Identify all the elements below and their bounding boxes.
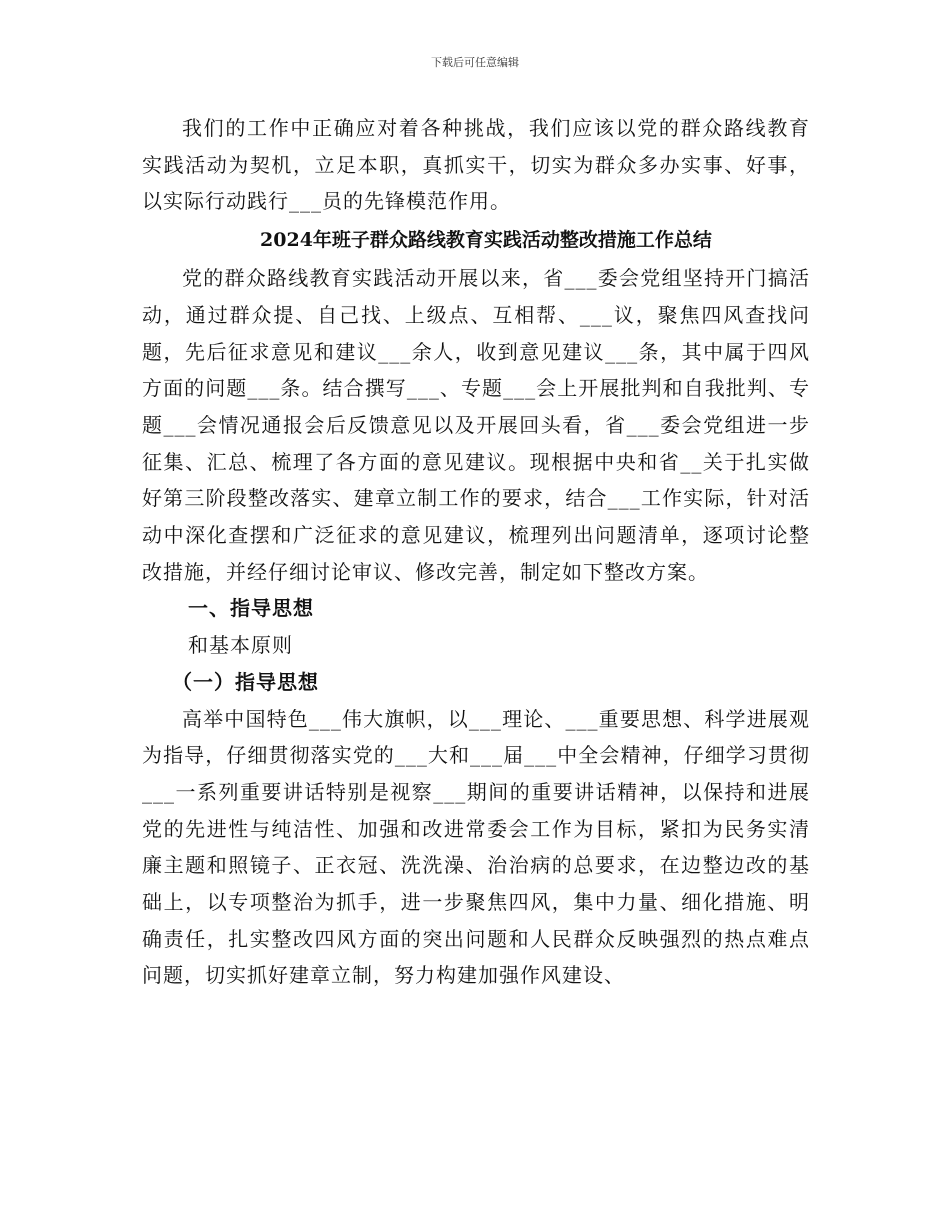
section-paragraph: 高举中国特色___伟大旗帜，以___理论、___重要思想、科学进展观为指导，仔细贯彻落实党的___大和___届___中全会精神，仔细学习贯彻___一系列重要讲话特别是视察___期间的重要讲话精神，以保持和进展党的先进性与纯洁性、加强和改进常委会工作为目标，紧扣为民务实清廉主题和照镜子、正衣冠、洗洗澡、治治病的总要求，在边整边改的基础上，以专项整治为抓手，进一步聚焦四风，集中力量、细化措施、明确责任，扎实整改四风方面的突出问题和人民群众反映强烈的热点难点问题，切实抓好建章立制，努力构建加强作风建设、	[142, 706, 810, 988]
page-header: 下载后可任意编辑	[431, 56, 519, 69]
section-subline: 和基本原则	[188, 633, 293, 658]
intro-paragraph: 我们的工作中正确应对着各种挑战，我们应该以党的群众路线教育实践活动为契机，立足本职，真抓实干，切实为群众多办实事、好事，以实际行动践行___员的先锋模范作用。	[142, 116, 810, 214]
section-heading: 一、指导思想	[188, 596, 314, 621]
body-paragraph: 党的群众路线教育实践活动开展以来，省___委会党组坚持开门搞活动，通过群众提、自己找、上级点、互相帮、___议，聚焦四风查找问题，先后征求意见和建议___余人，收到意见建议___条，其中属于四风方面的问题___条。结合撰写___、专题___会上开展批判和自我批判、专题___会情况通报会后反馈意见以及开展回头看，省___委会党组进一步征集、汇总、梳理了各方面的意见建议。现根据中央和省__关于扎实做好第三阶段整改落实、建章立制工作的要求，结合___工作实际，针对活动中深化查摆和广泛征求的意见建议，梳理列出问题清单，逐项讨论整改措施，并经仔细讨论审议、修改完善，制定如下整改方案。	[142, 266, 810, 584]
document-title: 2024年班子群众路线教育实践活动整改措施工作总结	[260, 229, 712, 252]
subsection-heading: （一）指导思想	[172, 669, 319, 694]
document-body	[142, 110, 810, 994]
